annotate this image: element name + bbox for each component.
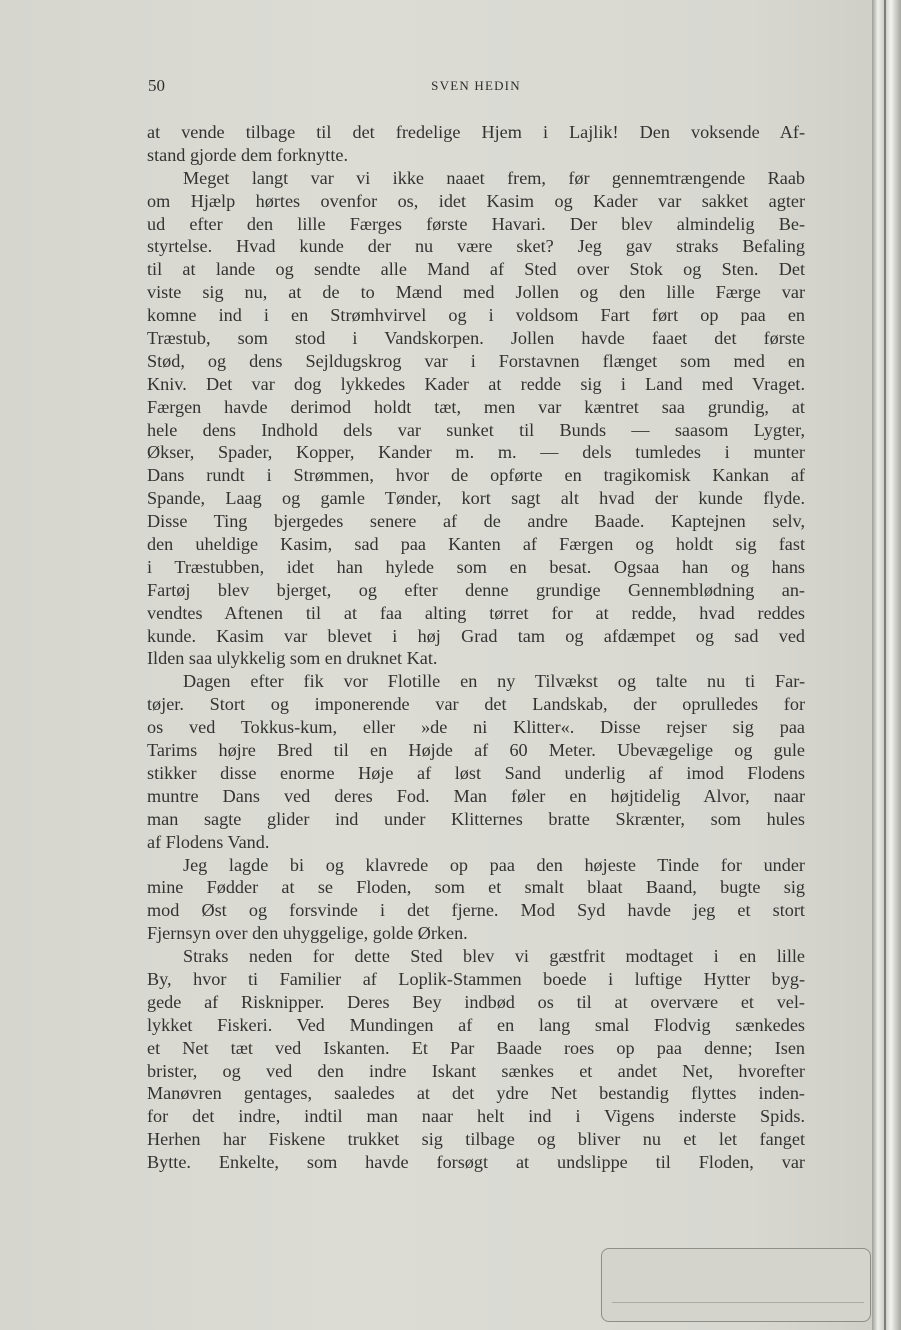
text-line: os ved Tokkus-kum, eller »de ni Klitter«. Disse rejser sig paa [147, 717, 805, 738]
text-line: for det indre, indtil man naar helt ind i Vigens inderste Spids. [147, 1106, 805, 1127]
text-line: mod Øst og forsvinde i det fjerne. Mod Syd havde jeg et stort [147, 900, 805, 921]
text-line: Træstub, som stod i Vandskorpen. Jollen havde faaet det første [147, 328, 805, 349]
text-line: vendtes Aftenen til at faa alting tørret for at redde, hvad reddes [147, 602, 805, 623]
text-line: Straks neden for dette Sted blev vi gæstfrit modtaget i en lille [183, 946, 805, 967]
text-line: den uheldige Kasim, sad paa Kanten af Færgen og holdt sig fast [147, 534, 805, 555]
text-line: Fjernsyn over den uhyggelige, golde Ørken. [147, 923, 468, 944]
text-line: Stød, og dens Sejldugskrog var i Forstavnen flænget som med en [147, 350, 805, 371]
text-line: Kniv. Det var dog lykkedes Kader at redde sig i Land med Vraget. [147, 373, 805, 394]
text-line: i Træstubben, idet han hylede som en besat. Ogsaa han og hans [147, 556, 805, 577]
text-line: tøjer. Stort og imponerende var det Landskab, der oprulledes for [147, 694, 805, 715]
text-line: gede af Risknipper. Deres Bey indbød os til at overvære et vel- [147, 991, 805, 1012]
text-line: Bytte. Enkelte, som havde forsøgt at undslippe til Floden, var [147, 1152, 805, 1173]
text-line: Manøvren gentages, saaledes at det ydre Net bestandig flyttes inden- [147, 1083, 805, 1104]
text-line: muntre Dans ved deres Fod. Man føler en højtidelig Alvor, naar [147, 785, 805, 806]
text-line: Meget langt var vi ikke naaet frem, før gennemtrængende Raab [183, 167, 805, 188]
running-head: SVEN HEDIN [431, 78, 521, 93]
text-line: af Flodens Vand. [147, 831, 270, 852]
text-line: stand gjorde dem forknytte. [147, 144, 349, 165]
text-line: om Hjælp hørtes ovenfor os, idet Kasim og Kader var sakket agter [147, 190, 805, 211]
book-binding-edge [872, 0, 901, 1330]
text-line: Spande, Laag og gamle Tønder, kort sagt alt hvad der kunde flyde. [147, 488, 805, 509]
text-line: stikker disse enorme Høje af løst Sand underlig af imod Flodens [147, 762, 805, 783]
text-line: komne ind i en Strømhvirvel og i voldsom Fart ført op paa en [147, 305, 805, 326]
text-line: Herhen har Fiskene trukket sig tilbage og bliver nu et let fanget [147, 1129, 805, 1150]
text-line: viste sig nu, at de to Mænd med Jollen og den lille Færge var [147, 282, 805, 303]
text-line: brister, og ved den indre Iskant sænkes et andet Net, hvorefter [147, 1060, 805, 1081]
text-line: Fartøj blev bjerget, og efter denne grundige Gennemblødning an- [147, 579, 805, 600]
page-header [148, 76, 804, 96]
binding-shadow-line [884, 0, 886, 1330]
text-line: Tarims højre Bred til en Højde af 60 Meter. Ubevægelige og gule [147, 740, 805, 761]
text-line: ud efter den lille Færges første Havari. Der blev almindelig Be- [147, 213, 805, 234]
text-line: kunde. Kasim var blevet i høj Grad tam og afdæmpet og sad ved [147, 625, 805, 646]
text-line: styrtelse. Hvad kunde der nu være sket? Jeg gav straks Befaling [147, 236, 805, 257]
text-line: at vende tilbage til det fredelige Hjem i Lajlik! Den voksende Af- [147, 122, 805, 142]
text-line: man sagte glider ind under Klitternes bratte Skrænter, som hules [147, 808, 805, 829]
text-line: By, hvor ti Familier af Loplik-Stammen boede i luftige Hytter byg- [147, 968, 805, 989]
text-line: til at lande og sendte alle Mand af Sted over Stok og Sten. Det [147, 259, 805, 280]
text-line: hele dens Indhold dels var sunket til Bunds — saasom Lygter, [147, 419, 805, 440]
text-line: Ilden saa ulykkelig som en druknet Kat. [147, 648, 438, 669]
text-line: et Net tæt ved Iskanten. Et Par Baade roes op paa denne; Isen [147, 1037, 805, 1058]
text-line: mine Fødder at se Floden, som et smalt blaat Baand, bugte sig [147, 877, 805, 898]
library-label-frame [601, 1248, 871, 1322]
text-line: Økser, Spader, Kopper, Kander m. m. — dels tumledes i munter [147, 442, 805, 463]
text-line: Dagen efter fik vor Flotille en ny Tilvækst og talte nu ti Far- [183, 671, 805, 692]
text-line: Disse Ting bjergedes senere af de andre Baade. Kaptejnen selv, [147, 511, 805, 532]
text-line: Færgen havde derimod holdt tæt, men var kæntret saa grundig, at [147, 396, 805, 417]
text-line: Jeg lagde bi og klavrede op paa den højeste Tinde for under [183, 854, 805, 875]
label-divider [612, 1302, 864, 1303]
page-number: 50 [148, 76, 165, 95]
text-line: lykket Fiskeri. Ved Mundingen af en lang smal Flodvig sænkedes [147, 1014, 805, 1035]
body-text [147, 121, 805, 1174]
text-line: Dans rundt i Strømmen, hvor de opførte en tragikomisk Kankan af [147, 465, 805, 486]
